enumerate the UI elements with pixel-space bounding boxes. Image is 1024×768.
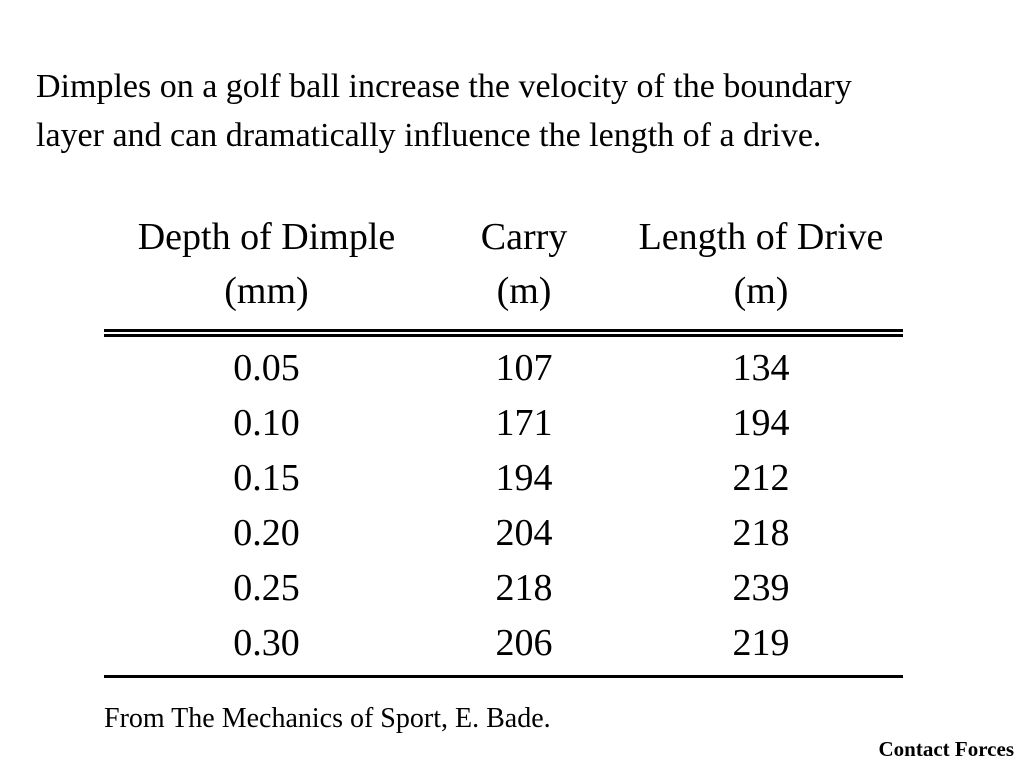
cell-length: 219: [619, 616, 903, 677]
intro-line-2: layer and can dramatically influence the length of a drive.: [36, 117, 822, 154]
header-carry-unit: (m): [496, 270, 552, 312]
cell-length: 218: [732, 512, 790, 554]
header-length-title: Length of Drive: [638, 216, 884, 258]
footer-section-label: Contact Forces: [878, 737, 1014, 761]
header-depth-of-dimple: [104, 210, 429, 333]
dimple-data-table-container: [104, 210, 903, 678]
table-row: [104, 616, 903, 677]
intro-paragraph: [36, 62, 1011, 160]
source-citation: From The Mechanics of Sport, E. Bade.: [104, 703, 551, 734]
dimple-data-table: [104, 210, 903, 678]
cell-length: 212: [732, 457, 790, 499]
cell-depth: 0.15: [233, 457, 300, 499]
cell-depth: 0.10: [233, 402, 300, 444]
table-row: [104, 561, 903, 616]
cell-length: 134: [732, 347, 790, 389]
cell-carry: 171: [495, 402, 553, 444]
table-row: [104, 506, 903, 561]
cell-carry: 194: [495, 457, 553, 499]
cell-carry: 204: [495, 512, 553, 554]
cell-carry: 218: [495, 567, 553, 609]
table-row: [104, 333, 903, 396]
cell-carry: 206: [429, 616, 619, 677]
header-length-of-drive: [619, 210, 903, 333]
cell-length: 194: [732, 402, 790, 444]
cell-carry: 107: [495, 347, 553, 389]
header-depth-unit: (mm): [224, 270, 309, 312]
table-row: [104, 396, 903, 451]
cell-length: 239: [732, 567, 790, 609]
intro-line-1: Dimples on a golf ball increase the velocity of the boundary: [36, 68, 852, 105]
header-carry: [429, 210, 619, 333]
cell-depth: 0.05: [233, 347, 300, 389]
header-length-unit: (m): [733, 270, 789, 312]
header-depth-title: Depth of Dimple: [137, 216, 396, 258]
cell-depth: 0.25: [233, 567, 300, 609]
cell-depth: 0.30: [104, 616, 429, 677]
table-header-row: [104, 210, 903, 333]
cell-depth: 0.20: [233, 512, 300, 554]
table-row: [104, 451, 903, 506]
header-carry-title: Carry: [480, 216, 568, 258]
